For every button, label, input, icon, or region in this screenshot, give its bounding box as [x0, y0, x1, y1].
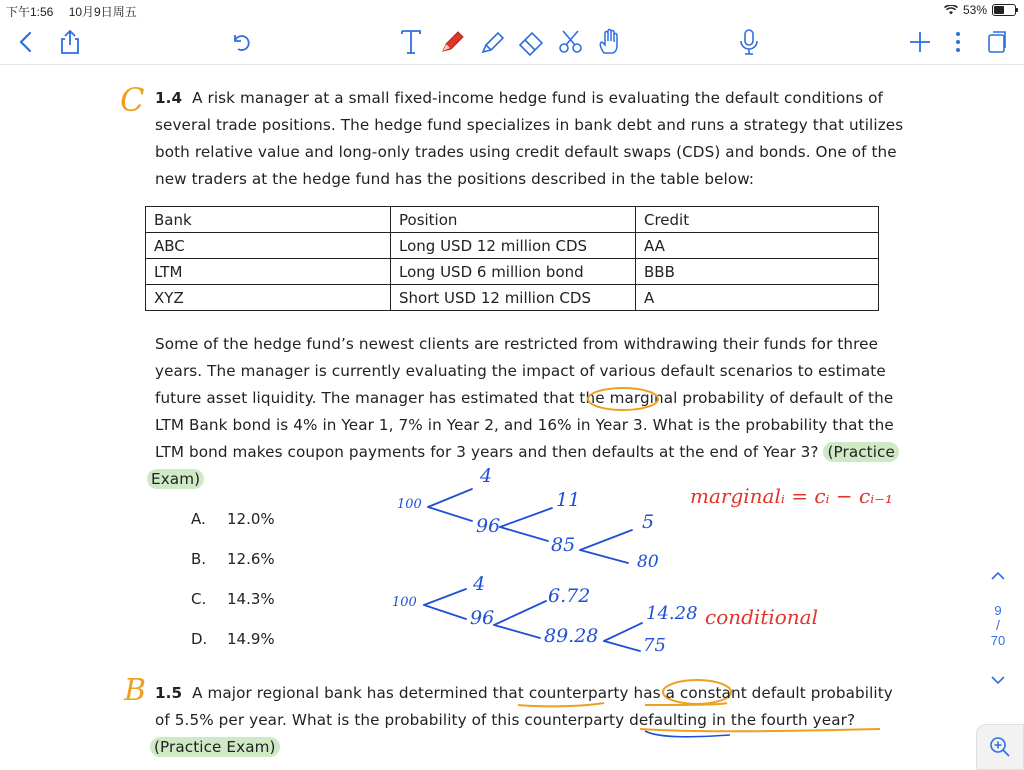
- q14-line-4: new traders at the hedge fund has the positions described in the table below:: [155, 170, 755, 188]
- tree2-down3: 75: [643, 635, 666, 656]
- formula-annotation: marginalᵢ = cᵢ − cᵢ₋₁: [690, 484, 893, 508]
- zoom-button[interactable]: [976, 724, 1024, 770]
- option-letter: A.: [191, 510, 206, 528]
- table-cell: Long USD 12 million CDS: [391, 233, 636, 259]
- zoom-icon: [988, 735, 1012, 759]
- tree2-up2: 6.72: [548, 585, 591, 607]
- practice-exam-tag: (Practice Exam): [150, 737, 280, 757]
- scissors-icon[interactable]: [555, 26, 587, 58]
- option-value: 12.6%: [227, 550, 275, 568]
- tree1-up: 4: [480, 465, 493, 487]
- pen-icon[interactable]: [436, 26, 468, 58]
- practice-exam-tag: Exam): [147, 469, 204, 489]
- table-cell: A: [636, 285, 879, 311]
- question-number: 1.4: [155, 89, 183, 107]
- tree1-up2: 11: [556, 489, 581, 511]
- tree1-up3: 5: [642, 511, 655, 533]
- q14-para-1: Some of the hedge fund’s newest clients are restricted from withdrawing their funds for three: [155, 335, 879, 353]
- chevron-left-icon[interactable]: [10, 26, 42, 58]
- status-bar: [0, 0, 1024, 20]
- answer-mark-q14: C: [120, 81, 145, 119]
- option-letter: C.: [191, 590, 207, 608]
- q14-line-3: both relative value and long-only trades using credit default swaps (CDS) and bonds. One of the: [155, 143, 897, 161]
- tree1-mid2: 85: [551, 534, 576, 556]
- table-header: Bank: [146, 207, 391, 233]
- current-page: 9: [994, 603, 1002, 618]
- tree2-up: 4: [473, 573, 486, 595]
- tree2-mid: 96: [470, 607, 495, 629]
- option-letter: D.: [191, 630, 208, 648]
- answer-mark-q15: B: [124, 673, 147, 708]
- highlighter-icon[interactable]: [476, 26, 508, 58]
- q15-line-1: [155, 680, 893, 707]
- option-value: 12.0%: [227, 510, 275, 528]
- q14-para-3: future asset liquidity. The manager has estimated that the marginal probability of default of the: [155, 389, 894, 407]
- microphone-icon[interactable]: [733, 26, 765, 58]
- table-cell: AA: [636, 233, 879, 259]
- table-header: Credit: [636, 207, 879, 233]
- table-cell: XYZ: [146, 285, 391, 311]
- table-cell: Short USD 12 million CDS: [391, 285, 636, 311]
- tree1-down3: 80: [637, 552, 659, 572]
- table-cell: Long USD 6 million bond: [391, 259, 636, 285]
- more-icon[interactable]: [942, 26, 974, 58]
- document-page[interactable]: [0, 65, 1024, 768]
- pages-icon[interactable]: [981, 26, 1013, 58]
- option-letter: B.: [191, 550, 207, 568]
- option-value: 14.3%: [227, 590, 275, 608]
- page-up-button[interactable]: [978, 568, 1018, 588]
- tree1-mid: 96: [476, 515, 501, 537]
- q15-line-3: [150, 734, 280, 761]
- question-number: 1.5: [155, 684, 183, 702]
- tree2-mid2: 89.28: [544, 625, 599, 647]
- tree2-up3: 14.28: [646, 603, 698, 624]
- page-divider: /: [996, 617, 1000, 633]
- chevron-up-icon: [990, 571, 1006, 581]
- hand-icon[interactable]: [594, 26, 626, 58]
- table-cell: ABC: [146, 233, 391, 259]
- text-tool-icon[interactable]: [395, 26, 427, 58]
- option-value: 14.9%: [227, 630, 275, 648]
- tree2-root: 100: [392, 595, 417, 610]
- q14-text: A risk manager at a small fixed-income hedge fund is evaluating the default conditions of: [192, 89, 883, 107]
- table-header: Position: [391, 207, 636, 233]
- q14-question-text: LTM bond makes coupon payments for 3 years and then defaults at the end of Year 3?: [155, 443, 824, 461]
- wifi-icon: [944, 5, 958, 15]
- practice-exam-tag: (Practice: [823, 442, 899, 462]
- add-icon[interactable]: [904, 26, 936, 58]
- handwritten-tree-lines: [0, 65, 1024, 768]
- toolbar: [0, 20, 1024, 65]
- q14-line-2: several trade positions. The hedge fund specializes in bank debt and runs a strategy that utilizes: [155, 116, 904, 134]
- page-down-button[interactable]: [978, 672, 1018, 692]
- status-date: 10月9日周五: [68, 5, 137, 19]
- undo-icon[interactable]: [225, 26, 257, 58]
- page-indicator: [978, 603, 1018, 648]
- eraser-icon[interactable]: [515, 26, 547, 58]
- chevron-down-icon: [990, 675, 1006, 685]
- battery-percent: 53%: [962, 3, 987, 17]
- q15-text: A major regional bank has determined that counterparty has a constant default probability: [192, 684, 893, 702]
- q14-para-2: years. The manager is currently evaluating the impact of various default scenarios to estimate: [155, 362, 886, 380]
- table-cell: BBB: [636, 259, 879, 285]
- q14-para-4: LTM Bank bond is 4% in Year 1, 7% in Year 2, and 16% in Year 3. What is the probability that the: [155, 416, 894, 434]
- conditional-annotation: conditional: [705, 605, 818, 629]
- table-cell: LTM: [146, 259, 391, 285]
- tree1-root: 100: [397, 497, 422, 512]
- battery-icon: [992, 4, 1016, 16]
- total-pages: 70: [990, 633, 1006, 648]
- share-icon[interactable]: [54, 26, 86, 58]
- status-time: 下午1:56: [6, 5, 54, 19]
- q15-line-2: of 5.5% per year. What is the probability of this counterparty defaulting in the fourth year?: [155, 711, 856, 729]
